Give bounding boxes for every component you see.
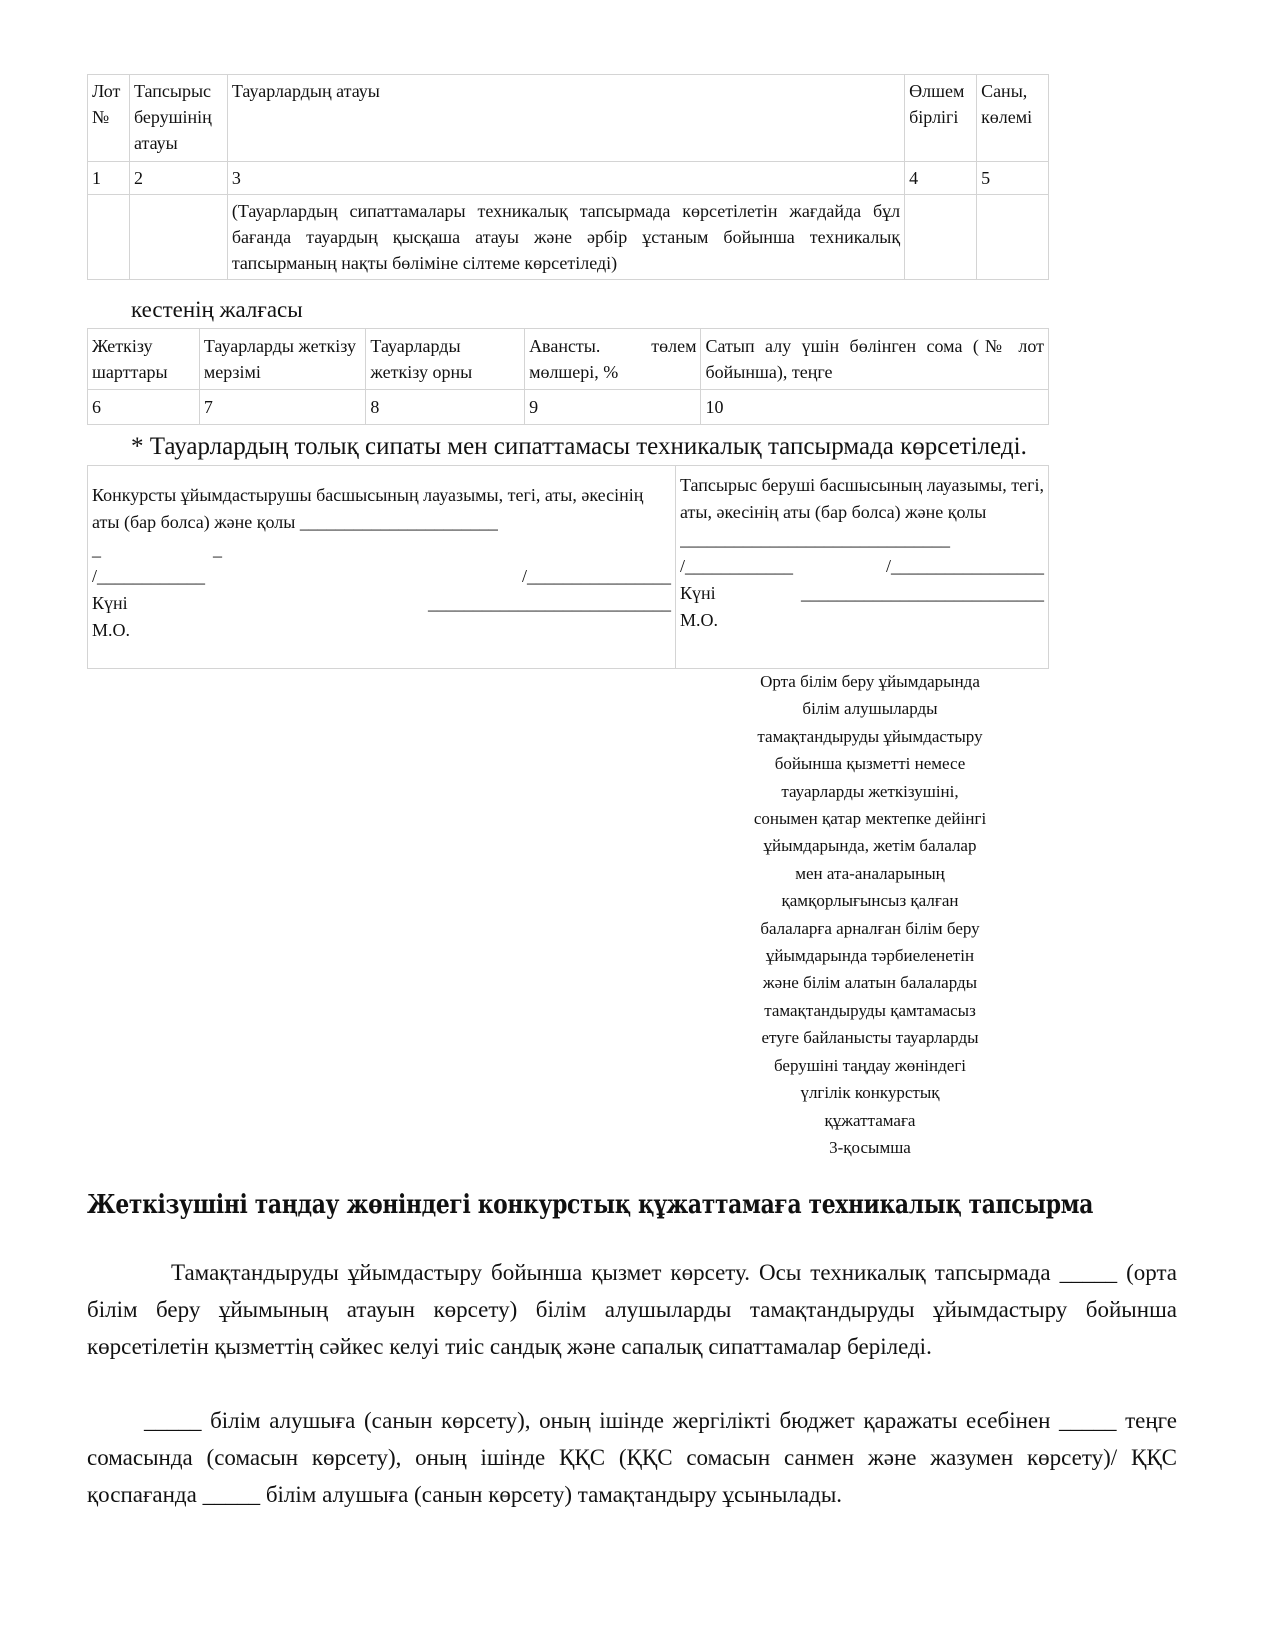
appendix-note-line: балаларға арналған білім беру bbox=[760, 918, 980, 938]
header-allocated-amount: Сатып алу үшін бөлінген сома (№ лот бойынша), теңге bbox=[701, 329, 1049, 390]
appendix-note-line: етуге байланысты тауарларды bbox=[761, 1028, 979, 1048]
column-number: 10 bbox=[701, 390, 1049, 425]
lot-table bbox=[87, 74, 1049, 280]
header-unit: Өлшем бірлігі bbox=[905, 75, 977, 162]
appendix-note-line: сонымен қатар мектепке дейінгі bbox=[753, 809, 987, 829]
appendix-note-line: мен ата-аналарының bbox=[795, 863, 945, 883]
appendix-note-line: ұйымдарында тәрбиеленетін bbox=[765, 946, 975, 966]
header-lot-number: Лот № bbox=[88, 75, 130, 162]
organizer-signature-block bbox=[88, 466, 676, 669]
header-advance-payment: Авансты. төлем мөлшері, % bbox=[525, 329, 701, 390]
appendix-note-line: тамақтандыруды ұйымдастыру bbox=[757, 726, 983, 746]
goods-description-cell: (Тауарлардың сипаттамалары техникалық тапсырмада көрсетілетін жағдайда бұл бағанда тауардың қысқаша атауы және әрбір ұстаным бойынша техникалық тапсырманың нақты бөліміне сілтеме көрсетіледі) bbox=[227, 195, 904, 280]
table-cell bbox=[977, 195, 1049, 280]
appendix-note-line: құжаттамаға bbox=[824, 1110, 916, 1130]
signature-line: /____________ bbox=[679, 556, 793, 576]
signature-line: _ bbox=[92, 539, 101, 559]
page-title: Жеткізушіні таңдау жөніндегі конкурстық құжаттамаға техникалық тапсырма bbox=[87, 1190, 1094, 1220]
signature-line: ______________________________ bbox=[679, 529, 950, 549]
footnote: * Тауарлардың толық сипаты мен сипаттамасы техникалық тапсырмада көрсетіледі. bbox=[131, 433, 1027, 460]
header-delivery-period: Тауарларды жеткізу мерзімі bbox=[199, 329, 366, 390]
date-label: Күні bbox=[679, 583, 716, 603]
date-line: ___________________________ bbox=[801, 583, 1044, 603]
signature-table bbox=[87, 465, 1049, 669]
signature-line: /_________________ bbox=[885, 556, 1044, 576]
table-cell bbox=[905, 195, 977, 280]
appendix-note bbox=[700, 668, 1040, 1161]
header-quantity: Саны, көлемі bbox=[977, 75, 1049, 162]
table-cell bbox=[129, 195, 227, 280]
column-number: 1 bbox=[88, 162, 130, 195]
appendix-note-line: Орта білім беру ұйымдарында bbox=[760, 672, 980, 691]
header-goods-name: Тауарлардың атауы bbox=[227, 75, 904, 162]
column-number: 3 bbox=[227, 162, 904, 195]
column-number: 9 bbox=[525, 390, 701, 425]
header-customer-name: Тапсырыс берушінің атауы bbox=[129, 75, 227, 162]
table-cell bbox=[88, 195, 130, 280]
column-number: 7 bbox=[199, 390, 366, 425]
seal-label: М.О. bbox=[92, 620, 131, 640]
column-number: 4 bbox=[905, 162, 977, 195]
appendix-note-line: тамақтандыруды қамтамасыз bbox=[764, 1000, 976, 1020]
delivery-table bbox=[87, 328, 1049, 425]
paragraph: Тамақтандыруды ұйымдастыру бойынша қызмет көрсету. Осы техникалық тапсырмада _____ (орта білім беру ұйымының атауын көрсету) білім алушыларды тамақтандыруды ұйымдастыру бойынша көрсетілетін қызметтің сәйкес келуі тиіс сандық және сапалық сипаттамалар беріледі. bbox=[87, 1260, 1177, 1359]
column-number: 8 bbox=[366, 390, 525, 425]
appendix-note-line: қамқорлығынсыз қалған bbox=[781, 891, 959, 911]
appendix-note-line: 3-қосымша bbox=[829, 1137, 911, 1157]
seal-label: М.О. bbox=[679, 610, 718, 630]
column-number: 2 bbox=[129, 162, 227, 195]
column-number: 6 bbox=[88, 390, 200, 425]
customer-signature-block bbox=[675, 466, 1048, 669]
header-delivery-place: Тауарларды жеткізу орны bbox=[366, 329, 525, 390]
appendix-note-line: үлгілік конкурстық bbox=[800, 1083, 940, 1103]
date-line: ___________________________ bbox=[427, 593, 671, 613]
appendix-note-line: бойынша қызметті немесе bbox=[774, 754, 966, 774]
appendix-note-line: тауарларды жеткізушіні, bbox=[781, 781, 959, 801]
appendix-note-line: берушіні таңдау жөніндегі bbox=[773, 1055, 967, 1075]
signature-line: /____________ bbox=[92, 566, 206, 586]
column-number: 5 bbox=[977, 162, 1049, 195]
lot-table-number-row bbox=[88, 162, 1049, 195]
lot-table-description-row bbox=[88, 195, 1049, 280]
appendix-note-line: білім алушыларды bbox=[802, 699, 938, 719]
lot-table-header-row bbox=[88, 75, 1049, 162]
header-delivery-terms: Жеткізу шарттары bbox=[88, 329, 200, 390]
customer-signature-title: Тапсырыс беруші басшысының лауазымы, тегі, аты, әкесінің аты (бар болса) және қолы bbox=[679, 475, 1044, 522]
delivery-table-number-row bbox=[88, 390, 1049, 425]
table-continued-label: кестенің жалғасы bbox=[131, 297, 303, 322]
paragraph: _____ білім алушыға (санын көрсету), оның ішінде жергілікті бюджет қаражаты есебінен _____ теңге сомасында (сомасын көрсету), оның ішінде ҚҚС (ҚҚС сомасын санмен және жазумен көрсету)/ ҚҚС қоспағанда _____ білім алушыға (санын көрсету) тамақтандыру ұсынылады. bbox=[87, 1408, 1177, 1507]
appendix-note-line: ұйымдарында, жетім балалар bbox=[763, 836, 977, 856]
signature-line: _ bbox=[213, 539, 222, 559]
date-label: Күні bbox=[92, 593, 128, 613]
signature-line: /________________ bbox=[521, 566, 671, 586]
appendix-note-line: және білім алатын балаларды bbox=[762, 973, 978, 993]
organizer-signature-title: Конкурсты ұйымдастырушы басшысының лауазымы, тегі, аты, әкесінің аты (бар болса) және қолы ______________________ bbox=[92, 485, 644, 532]
delivery-table-header-row bbox=[88, 329, 1049, 390]
